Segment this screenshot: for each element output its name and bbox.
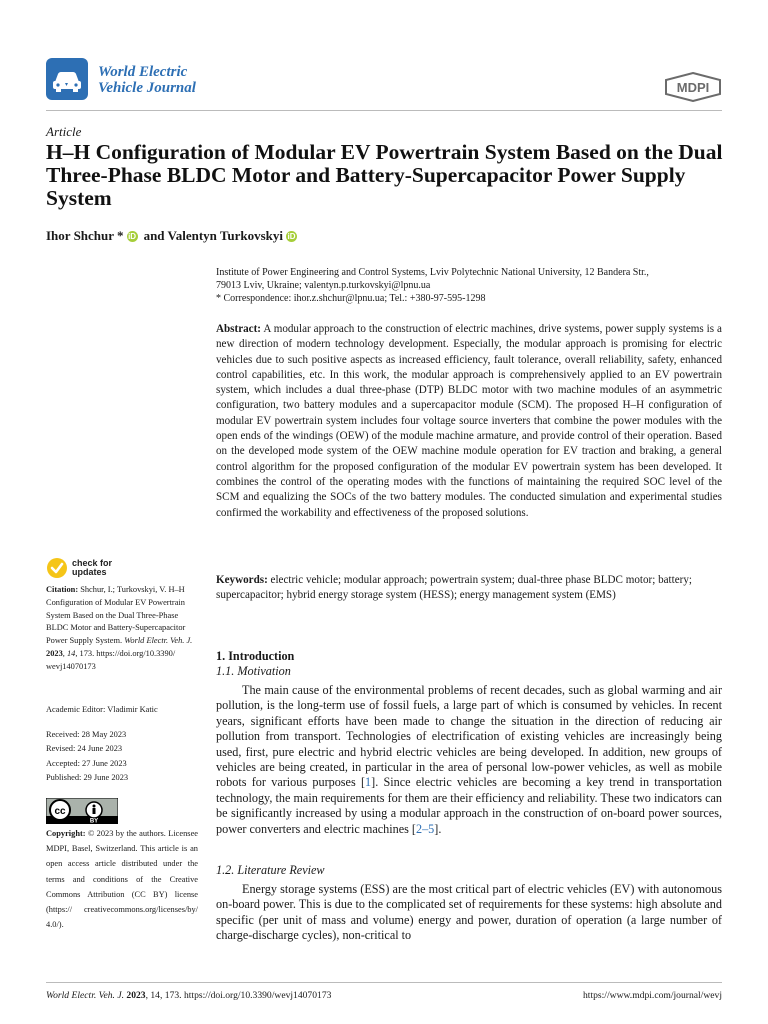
date-accepted: Accepted: 27 June 2023 [46, 758, 127, 768]
citation-volume: 14 [66, 648, 76, 658]
svg-text:cc: cc [54, 806, 66, 817]
car-icon [46, 58, 88, 100]
affiliation-line: 79013 Lviv, Ukraine; valentyn.p.turkovskyi@lpnu.ua [216, 280, 431, 291]
citation-label: Citation: [46, 585, 79, 594]
author-name[interactable]: Ihor Shchur * [46, 228, 124, 243]
correspondence: * Correspondence: ihor.z.shchur@lpnu.ua; Tel.: +380-97-595-1298 [216, 293, 486, 304]
mdpi-logo[interactable] [664, 72, 722, 102]
date-revised: Revised: 24 June 2023 [46, 744, 123, 754]
keywords-text: electric vehicle; modular approach; powertrain system; dual-three phase BLDC motor; battery; supercapacitor; hybrid energy storage system (HESS); energy management system (EMS) [216, 574, 692, 602]
cc-by-license-icon[interactable] [46, 798, 118, 824]
journal-name-line2: Vehicle Journal [98, 80, 196, 96]
keywords [216, 573, 726, 604]
citation: Citation: Shchur, I.; Turkovskyi, V. H–H Configuration of Modular EV Powertrain System Based on the Dual Three-Phase BLDC Motor and Battery-Supercapacitor Power Supply System. World Electr. Veh. J. 2023, 14, 173. https://doi.org/10.3390/ wevj14070173 [46, 585, 193, 671]
footer-journal: World Electr. Veh. J. [46, 990, 124, 1001]
footer-journal-url[interactable]: https://www.mdpi.com/journal/wevj [582, 990, 722, 1001]
check-updates-icon [46, 557, 68, 579]
check-updates-line2: updates [72, 567, 107, 577]
author-name[interactable]: and Valentyn Turkovskyi [143, 228, 284, 243]
abstract [216, 322, 722, 521]
journal-name[interactable] [98, 64, 196, 96]
footer-citation [46, 990, 331, 1001]
paragraph-text: ]. [434, 821, 442, 836]
citation-doi[interactable]: 173. https://doi.org/10.3390/ wevj14070173 [46, 648, 176, 671]
intro-paragraph [216, 683, 722, 837]
svg-text:BY: BY [89, 818, 99, 824]
citation-journal: World Electr. Veh. J. [124, 636, 193, 646]
reference-link[interactable]: 1 [365, 775, 372, 790]
affiliation-line: Institute of Power Engineering and Control Systems, Lviv Polytechnic National University, 12 Bandera Str., [216, 267, 649, 278]
check-updates-text [72, 559, 112, 577]
subsection-heading-literature-review: 1.2. Literature Review [216, 863, 325, 877]
author-list [46, 228, 301, 244]
footer-divider [46, 982, 722, 983]
article-type: Article [46, 124, 82, 139]
keywords-label: Keywords: [216, 574, 268, 586]
date-published: Published: 29 June 2023 [46, 773, 129, 783]
copyright-text: © 2023 by the authors. Licensee MDPI, Basel, Switzerland. This article is an open access article distributed under the terms and conditions of the Creative Commons Attribution (CC BY) license (https:// creativecommons.org/licenses/by/ 4.0/). [46, 829, 198, 930]
publication-dates [46, 728, 128, 786]
footer-year: 2023 [126, 990, 146, 1001]
orcid-icon[interactable]: iD [128, 231, 137, 241]
abstract-text: A modular approach to the construction of electric machines, drive systems, power supply systems is a new direction of modern technology development. Especially, the modular approach is promising for electric vehicles due to such positive aspects as increased efficiency, fault tolerance, overall reliability, safety, enhanced control capabilities, etc. In this work, the modular approach is comprehensively applied to an EV powertrain system, which includes a dual three-phase (DTP) BLDC motor with two machine modules of an asymmetric configuration, two battery modules and a supercapacitor module (SCM). The proposed H–H configuration of modular EV powertrain system includes four voltage source inverters that combine the power modules with the open ends of the windings (OEW) of the module machine armature, and provide control of their operation. Based on the developed mode system of the OEW machine module operation for EV traction and braking, a general control algorithm for the proposed configuration of the modular EV powertrain system has been developed. It combines the control of the operating modes with the functions of maintaining the required SOC level of the SCM and equalizing the SOCs of the two battery modules. The conducted simulation and experimental studies confirmed the workability and effectiveness of the proposed solutions. [216, 323, 722, 519]
abstract-label: Abstract: [216, 323, 261, 335]
affiliation [216, 266, 726, 305]
orcid-icon[interactable]: iD [287, 231, 296, 241]
article-title: H–H Configuration of Modular EV Powertrain System Based on the Dual Three-Phase BLDC Motor and Battery-Supercapacitor Power Supply System [46, 140, 723, 210]
mdpi-logo-text: MDPI [676, 80, 710, 95]
journal-name-line1: World Electric [98, 64, 188, 80]
copyright-label: Copyright: [46, 829, 86, 838]
date-received: Received: 28 May 2023 [46, 730, 127, 739]
academic-editor: Academic Editor: Vladimir Katic [46, 705, 158, 714]
check-updates-line1: check for [72, 558, 113, 568]
reference-link[interactable]: 2–5 [415, 821, 435, 836]
citation-year: 2023 [46, 648, 63, 658]
journal-logo [46, 58, 88, 100]
section-heading-introduction: 1. Introduction [216, 649, 295, 663]
paragraph-text: ]. Since electric vehicles are becoming a key trend in transportation technology, the main requirements for them are their efficiency and reliability. These two indicators can be significantly increased by using a modular approach in the construction of on-board power sources, power converters and electric machines [ [216, 775, 722, 836]
subsection-heading-motivation: 1.1. Motivation [216, 664, 291, 678]
header-divider [46, 110, 722, 111]
literature-review-paragraph: Energy storage systems (ESS) are the most critical part of electric vehicles (EV) with autonomous on-board power. This is due to the complicated set of requirements for these systems: high absolute and specific (per unit of mass and volume) energy and power, duration of operation (a large number of charge-discharge cycles), non-critical to [216, 882, 722, 943]
footer-doi[interactable]: , 14, 173. https://doi.org/10.3390/wevj14070173 [145, 990, 332, 1001]
citation-text: Shchur, I.; Turkovskyi, V. H–H Configuration of Modular EV Powertrain System Based on the Dual Three-Phase BLDC Motor and Battery-Supercapacitor Power Supply System. [46, 585, 186, 646]
copyright-notice [46, 826, 198, 932]
paragraph-text: The main cause of the environmental problems of recent decades, such as global warming and air pollution, is the long-term use of fossil fuels, a large part of which is consumed by vehicles. In recent years, significant efforts have been made to change the situation in the direction of reducing air pollution from transport. Technologies of electrification of existing vehicles are increasingly being used, first, pure electric and hybrid electric vehicles are being developed. In addition, new groups of vehicles are being created, in particular in the area of personal low-power vehicles, as well as mobile robots for various purposes [ [216, 683, 722, 790]
check-for-updates-badge[interactable] [46, 557, 112, 579]
